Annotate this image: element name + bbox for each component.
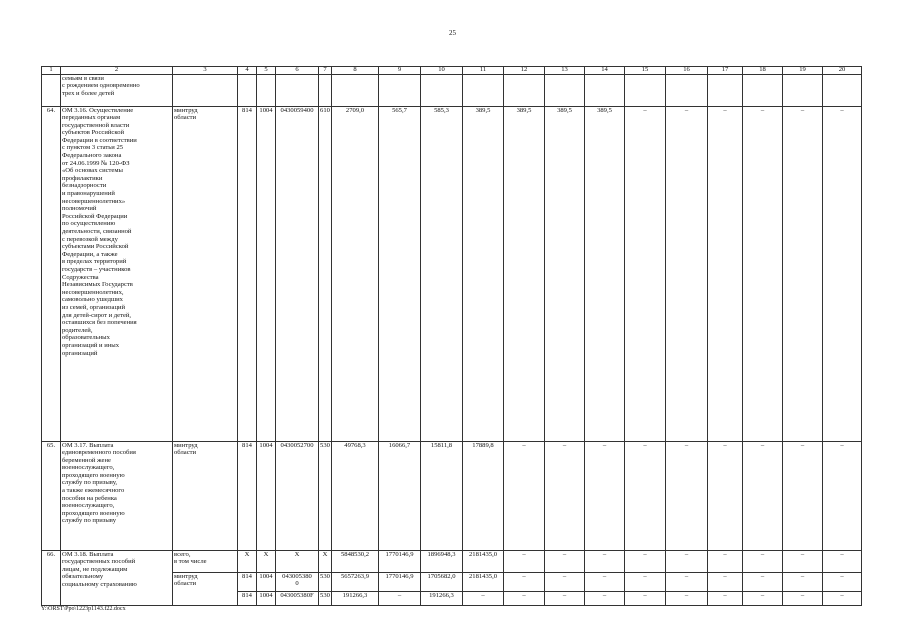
row-description: ОМ 3.16. Осуществление переданных органам государственной власти субъектов Российской Федерации в соответствии с пунктом 3 статьи 25 Федерального закона от 24.06.1999 № 120-ФЗ «Об основах системы профилактики безнадзорности и правонарушений несовершеннолетних» полномочий Российской Федерации по осуществлению деятельности, связанной с перевозкой между субъектами Российской Федерации, а также в пределах территорий государств – участников Содружества Независимых Государств несовершеннолетних, самовольно ушедших из семей, организаций для детей-сирот и детей, оставшихся без попечения родителей, образовательных организаций и иных организаций [61,106,173,441]
cell: 389,5 [585,106,625,441]
column-number: 19 [783,67,823,75]
cell: 585,3 [421,106,463,441]
table-row-66-total [42,550,862,572]
cell: – [708,106,743,441]
cell: – [666,441,708,550]
cell: 530 [319,572,332,591]
row-description: ОМ 3.18. Выплата государственных пособий лицам, не подлежащим обязательному социальному страхованию [61,550,173,605]
column-number: 9 [379,67,421,75]
column-number: 17 [708,67,743,75]
cell: 17889,8 [463,441,504,550]
cell: – [625,106,666,441]
column-number: 6 [276,67,319,75]
cell: 1896948,3 [421,550,463,572]
cell: – [379,591,421,605]
cell: – [708,572,743,591]
cell: 530 [319,591,332,605]
cell: – [504,591,545,605]
cell: – [585,441,625,550]
row-executor: минтруд области [173,572,238,605]
cell: 043005380 0 [276,572,319,591]
row-executor: всего, в том числе [173,550,238,572]
cell: – [783,550,823,572]
cell: – [708,591,743,605]
cell: – [823,591,862,605]
cell: 389,5 [504,106,545,441]
cell: – [666,572,708,591]
cell: 15811,8 [421,441,463,550]
cell: – [545,572,585,591]
cell: – [743,550,783,572]
cell: 16066,7 [379,441,421,550]
cell: – [625,572,666,591]
cell: – [504,572,545,591]
cell: – [743,572,783,591]
table-row-continuation [42,74,862,106]
table-row-65 [42,441,862,550]
cell: 1004 [257,441,276,550]
row-number: 64. [42,106,61,441]
row-executor: минтруд области [173,441,238,550]
cell: 814 [238,572,257,591]
cell: 565,7 [379,106,421,441]
cell: 814 [238,591,257,605]
column-number: 2 [61,67,173,75]
column-number-row [42,67,862,75]
cell: – [585,550,625,572]
cell: – [625,591,666,605]
cell: 1705682,0 [421,572,463,591]
cell: 2709,0 [332,106,379,441]
cell: – [783,106,823,441]
cell: – [625,441,666,550]
cell: – [545,550,585,572]
column-number: 1 [42,67,61,75]
cell: 2181435,0 [463,572,504,591]
cell: – [666,591,708,605]
cell: – [585,572,625,591]
cell: 1004 [257,572,276,591]
cell: – [823,550,862,572]
cell: 1004 [257,106,276,441]
cell: – [823,106,862,441]
cell: – [625,550,666,572]
cell: 389,5 [545,106,585,441]
column-number: 4 [238,67,257,75]
cell: 530 [319,441,332,550]
cell: – [743,591,783,605]
cell: Х [257,550,276,572]
cell: 5848530,2 [332,550,379,572]
column-number: 10 [421,67,463,75]
cell: 610 [319,106,332,441]
cell: – [545,441,585,550]
cell: 191266,3 [332,591,379,605]
row-description: ОМ 3.17. Выплата единовременного пособия беременной жене военнослужащего, проходящего военную службу по призыву, а также ежемесячного пособия на ребенка военнослужащего, проходящего военную службу по призыву [61,441,173,550]
cell: 5657263,9 [332,572,379,591]
cell: 043005380F [276,591,319,605]
cell: 1770146,9 [379,572,421,591]
row-executor: минтруд области [173,106,238,441]
column-number: 14 [585,67,625,75]
cell: Х [276,550,319,572]
column-number: 13 [545,67,585,75]
column-number: 3 [173,67,238,75]
cell: 1004 [257,591,276,605]
row-number: 66. [42,550,61,605]
column-number: 15 [625,67,666,75]
cell: 814 [238,441,257,550]
cell: 0430052700 [276,441,319,550]
table-row-64 [42,106,862,441]
column-number: 5 [257,67,276,75]
cell: 49768,3 [332,441,379,550]
cell: – [743,441,783,550]
column-number: 12 [504,67,545,75]
cell: 389,5 [463,106,504,441]
cell: – [504,550,545,572]
column-number: 7 [319,67,332,75]
cell: – [783,441,823,550]
row-number: 65. [42,441,61,550]
cell: – [743,106,783,441]
cell: Х [238,550,257,572]
cell: 0430059400 [276,106,319,441]
cell: 1770146,9 [379,550,421,572]
cell: – [823,441,862,550]
cell: – [666,550,708,572]
cell: – [708,550,743,572]
cell: – [783,591,823,605]
cell: Х [319,550,332,572]
cell: – [504,441,545,550]
cell: 814 [238,106,257,441]
cell: – [783,572,823,591]
budget-table [41,66,862,606]
column-number: 16 [666,67,708,75]
cell: – [545,591,585,605]
page-number: 25 [449,29,456,37]
cell: – [463,591,504,605]
row-description: семьям в связи с рождением одновременно трех и более детей [61,74,173,106]
cell: – [666,106,708,441]
cell: – [585,591,625,605]
column-number: 8 [332,67,379,75]
column-number: 20 [823,67,862,75]
cell: 2181435,0 [463,550,504,572]
file-path-footer: Y:\ORST\Ppo\1223p1143.f22.docx [41,606,126,612]
cell: – [823,572,862,591]
column-number: 11 [463,67,504,75]
cell: 191266,3 [421,591,463,605]
column-number: 18 [743,67,783,75]
cell: – [708,441,743,550]
